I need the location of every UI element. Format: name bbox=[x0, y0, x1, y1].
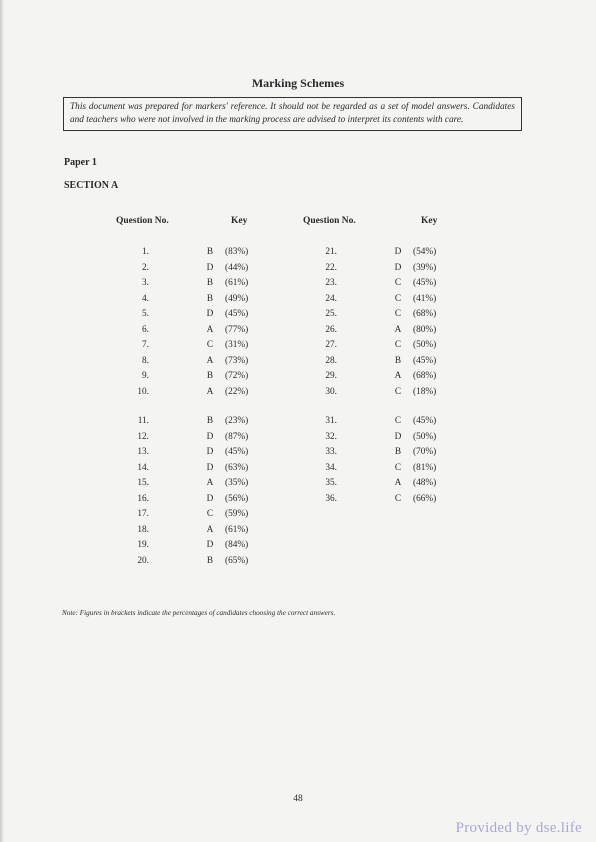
question-number: 13. bbox=[137, 447, 149, 457]
answer-key: C bbox=[394, 340, 402, 350]
answer-key: B bbox=[206, 293, 214, 304]
correct-percentage: (70%) bbox=[413, 447, 437, 457]
correct-percentage: (45%) bbox=[413, 355, 437, 366]
key-header-left: Key bbox=[231, 216, 248, 226]
correct-percentage: (68%) bbox=[413, 309, 437, 319]
answer-key: A bbox=[206, 355, 214, 366]
answer-row bbox=[108, 371, 308, 386]
answer-key: B bbox=[206, 555, 214, 566]
question-number: 15. bbox=[137, 478, 149, 488]
answer-row bbox=[296, 278, 496, 293]
answer-key: D bbox=[394, 431, 402, 442]
correct-percentage: (68%) bbox=[413, 371, 437, 381]
footnote: Note: Figures in brackets indicate the percentages of candidates choosing the correct answers. bbox=[62, 609, 336, 617]
answer-row bbox=[108, 494, 308, 509]
answer-key: C bbox=[394, 416, 402, 426]
answer-key: B bbox=[206, 247, 214, 257]
correct-percentage: (35%) bbox=[225, 478, 249, 488]
correct-percentage: (83%) bbox=[225, 247, 249, 257]
question-number: 6. bbox=[142, 324, 149, 335]
answer-row bbox=[108, 356, 308, 371]
answer-key: D bbox=[206, 540, 214, 550]
correct-percentage: (18%) bbox=[413, 386, 437, 397]
correct-percentage: (44%) bbox=[225, 262, 249, 273]
question-number: 8. bbox=[142, 355, 149, 366]
correct-percentage: (81%) bbox=[413, 462, 437, 473]
answer-key: A bbox=[206, 386, 214, 397]
question-number: 1. bbox=[142, 247, 149, 257]
answer-key: C bbox=[394, 462, 402, 473]
question-number: 3. bbox=[142, 278, 149, 288]
correct-percentage: (50%) bbox=[413, 431, 437, 442]
answer-row bbox=[296, 356, 496, 371]
question-number: 18. bbox=[137, 524, 149, 535]
correct-percentage: (22%) bbox=[225, 386, 249, 397]
correct-percentage: (31%) bbox=[225, 340, 249, 350]
answer-key: C bbox=[394, 386, 402, 397]
correct-percentage: (77%) bbox=[225, 324, 249, 335]
answer-key: B bbox=[206, 278, 214, 288]
answer-key: D bbox=[206, 447, 214, 457]
answer-key: B bbox=[206, 371, 214, 381]
correct-percentage: (84%) bbox=[225, 540, 249, 550]
correct-percentage: (39%) bbox=[413, 262, 437, 273]
answer-row bbox=[296, 325, 496, 340]
answer-key: D bbox=[394, 247, 402, 257]
answer-row bbox=[108, 309, 308, 324]
question-no-header-right: Question No. bbox=[303, 216, 356, 226]
answer-row bbox=[296, 309, 496, 324]
correct-percentage: (56%) bbox=[225, 493, 249, 504]
correct-percentage: (61%) bbox=[225, 278, 249, 288]
answer-key: C bbox=[394, 309, 402, 319]
answer-row bbox=[108, 263, 308, 278]
answer-key: A bbox=[206, 324, 214, 335]
correct-percentage: (61%) bbox=[225, 524, 249, 535]
question-number: 23. bbox=[325, 278, 337, 288]
disclaimer-text: This document was prepared for markers' reference. It should not be regarded as a set of model answers. Candidates and teachers who were not involved in the marking process are advised to interpret its contents with care. bbox=[70, 102, 515, 125]
answer-key: C bbox=[394, 493, 402, 504]
question-number: 17. bbox=[137, 509, 149, 519]
question-number: 7. bbox=[142, 340, 149, 350]
correct-percentage: (50%) bbox=[413, 340, 437, 350]
answer-row bbox=[296, 416, 496, 431]
correct-percentage: (41%) bbox=[413, 293, 437, 304]
answer-row bbox=[108, 325, 308, 340]
answer-row bbox=[108, 278, 308, 293]
answer-row bbox=[296, 432, 496, 447]
answer-row bbox=[296, 263, 496, 278]
question-no-header-left: Question No. bbox=[116, 216, 169, 226]
question-number: 26. bbox=[325, 324, 337, 335]
answer-row bbox=[296, 387, 496, 402]
answer-row bbox=[296, 478, 496, 493]
answer-row bbox=[108, 387, 308, 402]
answer-row bbox=[108, 447, 308, 462]
watermark-text: Provided by dse.life bbox=[455, 820, 582, 836]
answer-row bbox=[108, 525, 308, 540]
question-number: 34. bbox=[325, 462, 337, 473]
answer-key: C bbox=[394, 293, 402, 304]
question-number: 11. bbox=[137, 416, 149, 426]
question-number: 19. bbox=[137, 540, 149, 550]
answer-row bbox=[108, 540, 308, 555]
question-number: 5. bbox=[142, 309, 149, 319]
question-number: 35. bbox=[325, 478, 337, 488]
answer-row bbox=[296, 247, 496, 262]
correct-percentage: (54%) bbox=[413, 247, 437, 257]
answer-row bbox=[108, 556, 308, 571]
answer-key: A bbox=[394, 478, 402, 488]
question-number: 28. bbox=[325, 355, 337, 366]
question-number: 4. bbox=[142, 293, 149, 304]
answer-key: D bbox=[206, 431, 214, 442]
question-number: 25. bbox=[325, 309, 337, 319]
answer-key: B bbox=[394, 447, 402, 457]
answer-row bbox=[296, 447, 496, 462]
answer-row bbox=[296, 463, 496, 478]
correct-percentage: (48%) bbox=[413, 478, 437, 488]
correct-percentage: (45%) bbox=[413, 416, 437, 426]
correct-percentage: (65%) bbox=[225, 555, 249, 566]
question-number: 20. bbox=[137, 555, 149, 566]
question-number: 9. bbox=[142, 371, 149, 381]
correct-percentage: (45%) bbox=[413, 278, 437, 288]
question-number: 27. bbox=[325, 340, 337, 350]
question-number: 14. bbox=[137, 462, 149, 473]
answer-row bbox=[108, 294, 308, 309]
correct-percentage: (63%) bbox=[225, 462, 249, 473]
answer-row bbox=[296, 340, 496, 355]
scan-edge-shadow bbox=[0, 0, 4, 842]
correct-percentage: (23%) bbox=[225, 416, 249, 426]
answer-row bbox=[108, 340, 308, 355]
question-number: 22. bbox=[325, 262, 337, 273]
question-number: 30. bbox=[325, 386, 337, 397]
question-number: 24. bbox=[325, 293, 337, 304]
page-title: Marking Schemes bbox=[251, 76, 345, 90]
answer-row bbox=[296, 494, 496, 509]
question-number: 10. bbox=[137, 386, 149, 397]
question-number: 2. bbox=[142, 262, 149, 273]
question-number: 21. bbox=[325, 247, 337, 257]
question-number: 36. bbox=[325, 493, 337, 504]
correct-percentage: (49%) bbox=[225, 293, 249, 304]
answer-row bbox=[296, 371, 496, 386]
answer-key: A bbox=[206, 478, 214, 488]
answer-key: D bbox=[206, 262, 214, 273]
correct-percentage: (87%) bbox=[225, 431, 249, 442]
correct-percentage: (66%) bbox=[413, 493, 437, 504]
answer-row bbox=[108, 509, 308, 524]
answer-row bbox=[108, 463, 308, 478]
correct-percentage: (45%) bbox=[225, 447, 249, 457]
answer-row bbox=[108, 478, 308, 493]
answer-key: D bbox=[206, 462, 214, 473]
answer-row bbox=[108, 432, 308, 447]
answer-key: B bbox=[206, 416, 214, 426]
correct-percentage: (45%) bbox=[225, 309, 249, 319]
answer-key: C bbox=[206, 509, 214, 519]
disclaimer-box bbox=[63, 97, 522, 131]
answer-row bbox=[296, 294, 496, 309]
correct-percentage: (73%) bbox=[225, 355, 249, 366]
answer-key: C bbox=[394, 278, 402, 288]
question-number: 16. bbox=[137, 493, 149, 504]
question-number: 33. bbox=[325, 447, 337, 457]
answer-key: A bbox=[394, 324, 402, 335]
paper-label: Paper 1 bbox=[64, 157, 97, 168]
answer-key: A bbox=[394, 371, 402, 381]
answer-row bbox=[108, 247, 308, 262]
answer-key: B bbox=[394, 355, 402, 366]
answer-row bbox=[108, 416, 308, 431]
question-number: 32. bbox=[325, 431, 337, 442]
answer-key: D bbox=[206, 309, 214, 319]
answer-key: C bbox=[206, 340, 214, 350]
page-number: 48 bbox=[293, 794, 303, 804]
correct-percentage: (80%) bbox=[413, 324, 437, 335]
answer-key: A bbox=[206, 524, 214, 535]
question-number: 29. bbox=[325, 371, 337, 381]
answer-key: D bbox=[206, 493, 214, 504]
correct-percentage: (59%) bbox=[225, 509, 249, 519]
question-number: 31. bbox=[325, 416, 337, 426]
section-label: SECTION A bbox=[64, 180, 119, 191]
key-header-right: Key bbox=[421, 216, 438, 226]
correct-percentage: (72%) bbox=[225, 371, 249, 381]
question-number: 12. bbox=[137, 431, 149, 442]
answer-key: D bbox=[394, 262, 402, 273]
